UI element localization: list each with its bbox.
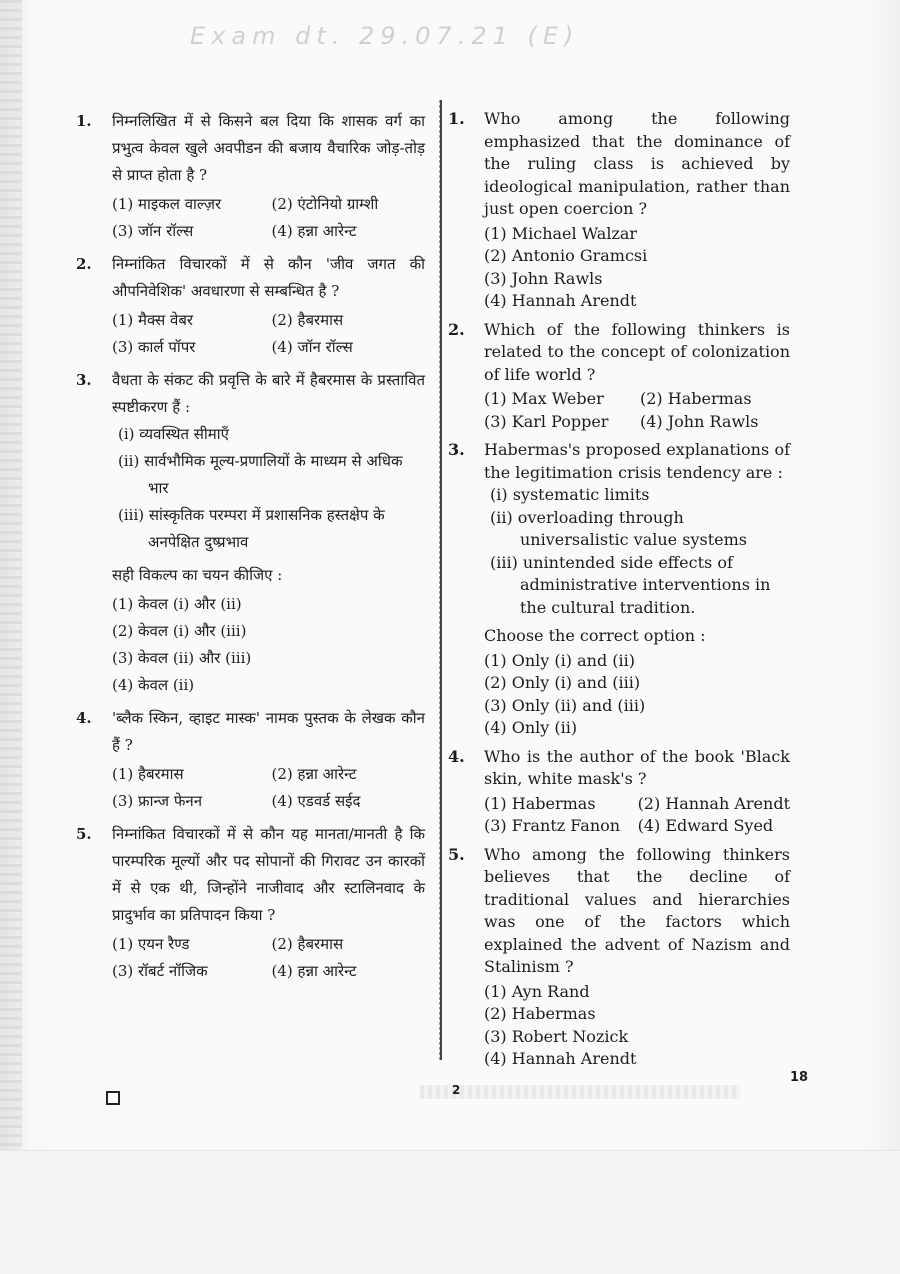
options: [112, 591, 425, 699]
question-text: वैधता के संकट की प्रवृत्ति के बारे में हैबरमास के प्रस्तावित स्पष्टीकरण हैं :: [112, 371, 425, 416]
option-3: (3) रॉबर्ट नॉजिक: [112, 962, 208, 980]
scan-edge: [0, 0, 22, 1180]
options: [484, 388, 790, 433]
question-text: Who among the following thinkers believes that the decline of traditional values and hierarchies was one of the factors which explained the advent of Nazism and Stalinism ?: [484, 844, 790, 976]
column-divider: [440, 100, 442, 1060]
question-hi-3: [70, 367, 425, 699]
option-4: (4) Hannah Arendt: [484, 1049, 637, 1068]
statement-i: (i) systematic limits: [490, 485, 650, 504]
option-2: (2) Hannah Arendt: [637, 793, 790, 813]
question-text: Which of the following thinkers is related to the concept of colonization of life world ?: [484, 319, 790, 384]
scan-bottom-margin: [0, 1150, 900, 1274]
option-1: (1) Michael Walzar: [484, 223, 638, 243]
question-number: 4.: [448, 746, 465, 766]
option-1: (1) हैबरमास: [112, 765, 184, 783]
question-number: 3.: [76, 371, 92, 389]
question-text: निम्नलिखित में से किसने बल दिया कि शासक वर्ग का प्रभुत्व केवल खुले अवपीडन की बजाय वैचारिक जोड़-तोड़ से प्राप्त होता है ?: [112, 112, 425, 184]
question-en-5: [448, 844, 790, 1071]
options: [112, 761, 425, 815]
statement-i: (i) व्यवस्थित सीमाएँ: [118, 425, 229, 443]
question-text: Who is the author of the book 'Black skin, white mask's ?: [484, 746, 790, 788]
question-en-2: [448, 319, 790, 434]
option-1: (1) केवल (i) और (ii): [112, 595, 242, 613]
option-3: (3) फ्रान्ज फेनन: [112, 792, 203, 810]
options: [112, 931, 425, 985]
question-number: 2.: [448, 319, 465, 339]
option-1: (1) Ayn Rand: [484, 981, 590, 1001]
option-1: (1) Only (i) and (ii): [484, 650, 635, 670]
option-2: (2) Habermas: [640, 389, 752, 408]
option-2: (2) Antonio Gramcsi: [484, 246, 648, 265]
page-number: 2: [452, 1083, 461, 1097]
question-en-1: [448, 108, 790, 313]
question-number: 5.: [448, 844, 465, 864]
choose-instruction: सही विकल्प का चयन कीजिए :: [112, 566, 283, 584]
option-3: (3) Karl Popper: [484, 411, 609, 431]
option-4: (4) हन्ना आरेन्ट: [271, 962, 357, 980]
option-2: (2) हैबरमास: [271, 935, 344, 953]
option-1: (1) माइकल वाल्ज़र: [112, 195, 222, 213]
question-number: 2.: [76, 255, 92, 273]
option-4: (4) John Rawls: [640, 411, 759, 431]
option-3: (3) जॉन रॉल्स: [112, 222, 194, 240]
question-text: Habermas's proposed explanations of the legitimation crisis tendency are :: [484, 440, 790, 482]
square-marker-icon: [106, 1091, 120, 1105]
options: [484, 981, 790, 1071]
option-2: (2) हन्ना आरेन्ट: [271, 765, 357, 783]
option-1: (1) Max Weber: [484, 389, 604, 408]
question-hi-4: [70, 705, 425, 815]
option-2: (2) Habermas: [484, 1004, 596, 1023]
scan-artifact-strip: [420, 1085, 740, 1099]
option-4: (4) हन्ना आरेन्ट: [271, 222, 357, 240]
options: [484, 650, 790, 740]
question-number: 3.: [448, 440, 465, 459]
option-1: (1) एयन रैण्ड: [112, 935, 190, 953]
option-1: (1) मैक्स वेबर: [112, 311, 194, 329]
option-3: (3) Frantz Fanon: [484, 816, 621, 835]
question-en-4: [448, 746, 790, 838]
option-4: (4) Hannah Arendt: [484, 291, 637, 310]
english-column: [448, 108, 790, 1077]
options: [112, 191, 425, 245]
statement-iii: (iii) सांस्कृतिक परम्परा में प्रशासनिक हस्तक्षेप के अनपेक्षित दुष्प्रभाव: [118, 506, 385, 551]
option-1: (1) Habermas: [484, 793, 596, 813]
option-3: (3) केवल (ii) और (iii): [112, 649, 252, 667]
option-2: (2) हैबरमास: [271, 311, 344, 329]
option-3: (3) John Rawls: [484, 268, 603, 288]
options: [484, 793, 790, 838]
question-hi-5: [70, 821, 425, 985]
option-3: (3) Only (ii) and (iii): [484, 695, 646, 715]
option-4: (4) Only (ii): [484, 718, 578, 737]
question-number: 1.: [76, 112, 92, 130]
question-text: Who among the following emphasized that the dominance of the ruling class is achieved by ideological manipulation, rather than just open coercion ?: [484, 109, 790, 218]
question-number: 4.: [76, 709, 92, 727]
statement-ii: (ii) सार्वभौमिक मूल्य-प्रणालियों के माध्यम से अधिक भार: [118, 452, 403, 497]
question-hi-1: [70, 108, 425, 245]
handwritten-header: Exam dt. 29.07.21 (E): [190, 22, 580, 50]
option-2: (2) केवल (i) और (iii): [112, 622, 247, 640]
question-text: 'ब्लैक स्किन, व्हाइट मास्क' नामक पुस्तक के लेखक कौन हैं ?: [112, 709, 425, 754]
option-4: (4) एडवर्ड सईद: [271, 792, 361, 810]
option-2: (2) Only (i) and (iii): [484, 673, 641, 692]
statement-ii: (ii) overloading through universalistic value systems: [490, 507, 747, 549]
question-text: निम्नांकित विचारकों में से कौन यह मानता/मानती है कि पारम्परिक मूल्यों और पद सोपानों की गिरावट उन कारकों में से एक थी, जिन्होंने नाजीवाद और स्टालिनवाद के प्रादुर्भाव का प्रतिपादन किया ?: [112, 825, 425, 924]
question-text: निम्नांकित विचारकों में से कौन 'जीव जगत की औपनिवेशिक' अवधारणा से सम्बन्धित है ?: [112, 255, 425, 300]
question-number: 5.: [76, 825, 92, 843]
option-4: (4) Edward Syed: [637, 816, 774, 835]
question-en-3: [448, 439, 790, 740]
option-3: (3) कार्ल पॉपर: [112, 338, 196, 356]
statement-iii: (iii) unintended side effects of administrative interventions in the cultural tradition.: [490, 552, 771, 617]
option-3: (3) Robert Nozick: [484, 1026, 629, 1046]
options: [112, 307, 425, 361]
question-number: 1.: [448, 109, 465, 128]
page-code: 18: [790, 1070, 809, 1085]
hindi-column: [70, 108, 425, 991]
options: [484, 223, 790, 313]
choose-instruction: Choose the correct option :: [484, 626, 706, 645]
question-hi-2: [70, 251, 425, 361]
option-2: (2) एंटोनियो ग्राम्शी: [271, 195, 379, 213]
option-4: (4) जॉन रॉल्स: [271, 338, 353, 356]
option-4: (4) केवल (ii): [112, 676, 195, 694]
